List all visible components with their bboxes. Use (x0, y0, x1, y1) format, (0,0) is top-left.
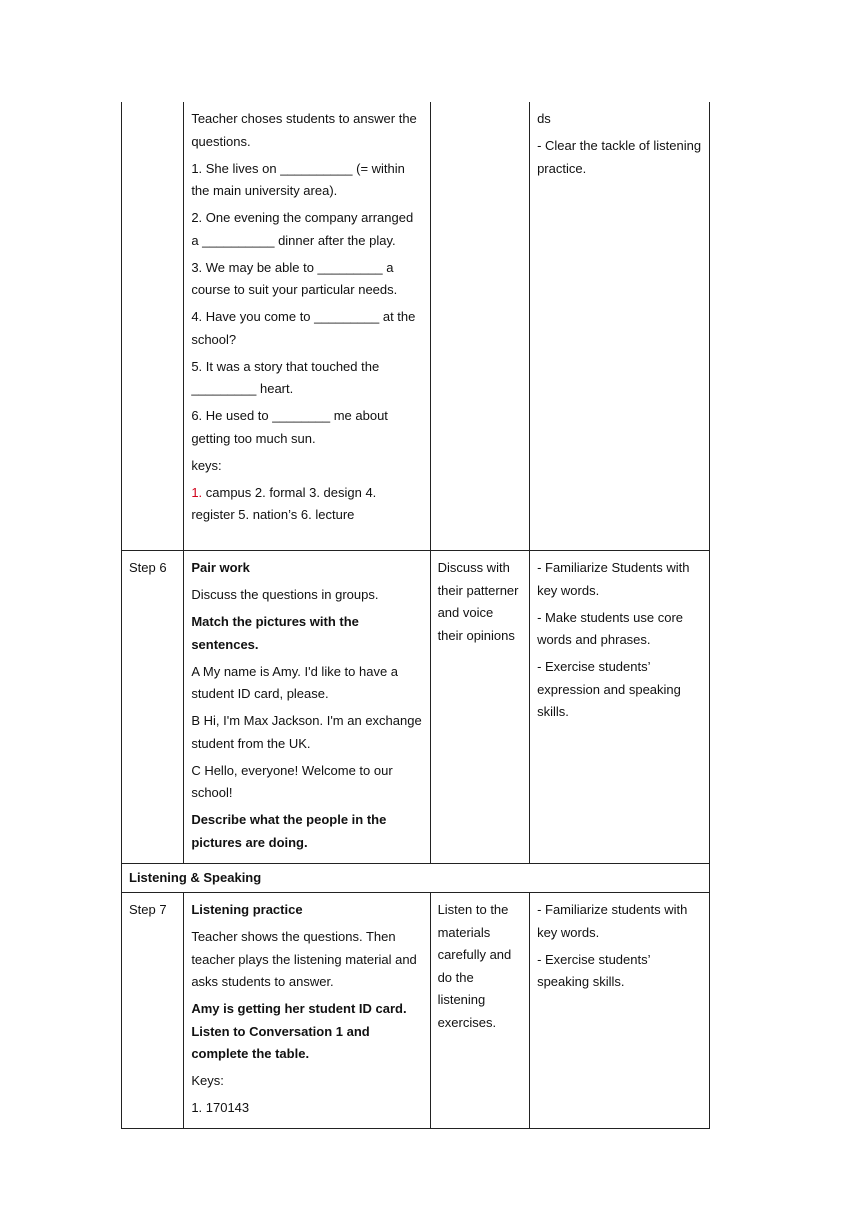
content-title: Pair work (191, 560, 250, 575)
purpose-line: - Clear the tackle of listening practice. (537, 138, 702, 176)
sentence-c: C Hello, everyone! Welcome to our school! (191, 762, 393, 800)
sentence-a: A My name is Amy. I'd like to have a student ID card, please. (191, 663, 399, 701)
table-row (122, 893, 710, 1129)
content-cell (184, 551, 430, 864)
question-4: 4. Have you come to _________ at the school? (191, 309, 416, 347)
question-3: 3. We may be able to _________ a course to suit your particular needs. (191, 259, 398, 297)
content-cell (184, 102, 430, 551)
activity-cell (430, 102, 530, 551)
content-cell (184, 893, 430, 1129)
keys-answers (191, 482, 422, 527)
describe-title: Describe what the people in the pictures are doing. (191, 812, 387, 850)
key-answer: 1. 170143 (191, 1100, 250, 1115)
activity-text: Discuss with their patterner and voice their opinions (437, 560, 519, 643)
step-cell: Step 6 (122, 551, 184, 864)
purpose-cell (530, 102, 710, 551)
keys-label: keys: (191, 457, 222, 473)
section-row (122, 863, 710, 893)
match-title: Match the pictures with the sentences. (191, 614, 359, 652)
purpose-cell (530, 893, 710, 1129)
purpose-line: ds (537, 111, 551, 126)
paragraph: Teacher choses students to answer the questions. (191, 111, 417, 149)
paragraph: Discuss the questions in groups. (191, 587, 379, 602)
table-row (122, 551, 710, 864)
purpose-line: - Make students use core words and phrases. (537, 609, 684, 647)
keys-label: Keys: (191, 1073, 224, 1088)
keys-rest: campus 2. formal 3. design 4. register 5. nation’s 6. lecture (191, 484, 377, 522)
purpose-line: - Exercise students’ speaking skills. (537, 951, 651, 989)
activity-text: Listen to the materials carefully and do the listening exercises. (437, 902, 512, 1030)
content-title: Listening practice (191, 902, 303, 917)
section-heading: Listening & Speaking (122, 863, 710, 893)
question-2: 2. One evening the company arranged a __________ dinner after the play. (191, 210, 414, 248)
question-1: 1. She lives on __________ (= within the main university area). (191, 160, 405, 198)
purpose-cell (530, 551, 710, 864)
purpose-line: - Familiarize Students with key words. (537, 560, 690, 598)
purpose-line: - Exercise students’ expression and speaking skills. (537, 659, 681, 719)
paragraph: Teacher shows the questions. Then teacher plays the listening material and asks students to answer. (191, 929, 417, 989)
sentence-b: B Hi, I'm Max Jackson. I'm an exchange student from the UK. (191, 713, 422, 751)
table-row (122, 102, 710, 551)
task-title: Amy is getting her student ID card. Listen to Conversation 1 and complete the table. (191, 1001, 407, 1061)
question-6: 6. He used to ________ me about getting too much sun. (191, 408, 388, 446)
keys-first-number: 1. (191, 484, 203, 500)
question-5: 5. It was a story that touched the _________ heart. (191, 358, 380, 396)
lesson-plan-table (121, 102, 710, 1129)
activity-cell (430, 551, 530, 864)
activity-cell (430, 893, 530, 1129)
purpose-line: - Familiarize students with key words. (537, 902, 688, 940)
step-cell (122, 102, 184, 551)
step-cell: Step 7 (122, 893, 184, 1129)
